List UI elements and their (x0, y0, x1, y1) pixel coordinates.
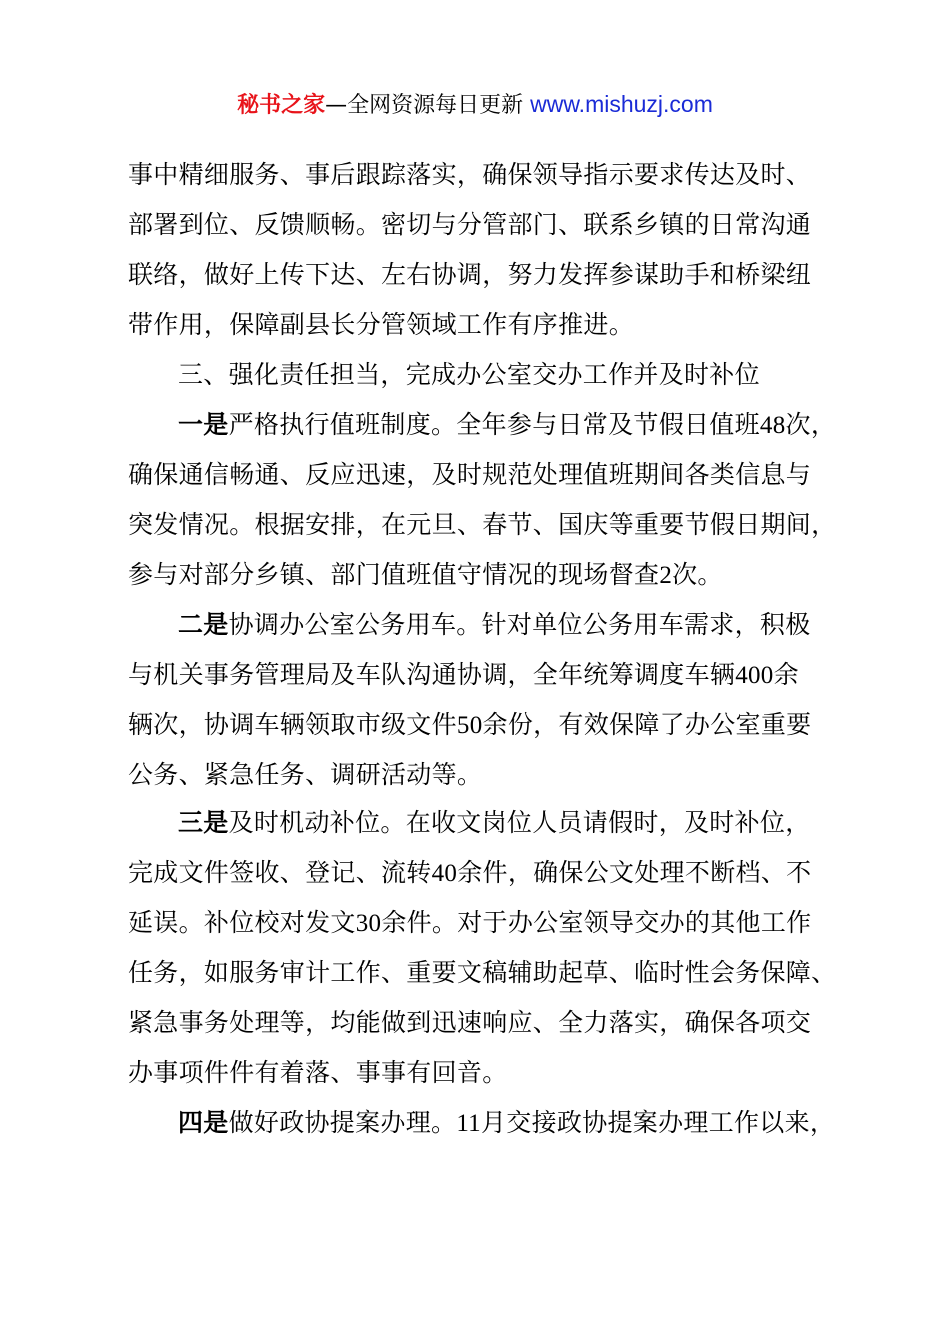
line-text: 余 (773, 660, 799, 689)
line-text: 部署到位、反馈顺畅。密切与分管部门、联系乡镇的日常沟通 (128, 210, 812, 239)
line-text: 辆次，协调车辆领取市级文件 (128, 710, 457, 739)
line-text: 次。 (672, 560, 723, 589)
number-text: 400 (735, 662, 774, 689)
text-line (128, 305, 634, 345)
text-line (128, 155, 811, 195)
line-text: 任务，如服务审计工作、重要文稿辅助起草、临时性会务保障、 (128, 958, 837, 987)
line-text: 余件。对于办公室领导交办的其他工作 (381, 908, 812, 937)
line-text: 严格执行值班制度。全年参与日常及节假日值班 (228, 410, 760, 439)
text-line (128, 655, 799, 695)
text-line (128, 555, 723, 595)
line-text: 突发情况。根据安排，在元旦、春节、国庆等重要节假日期间， (128, 510, 837, 539)
number-text: 11 (456, 1110, 481, 1137)
line-text: 事中精细服务、事后跟踪落实，确保领导指示要求传达及时、 (128, 160, 812, 189)
item-lead: 三是 (178, 808, 229, 837)
line-text: 确保通信畅通、反应迅速，及时规范处理值班期间各类信息与 (128, 460, 812, 489)
line-text: 余份，有效保障了办公室重要 (482, 710, 812, 739)
text-line (128, 705, 811, 745)
header-tagline: —全网资源每日更新 (325, 93, 531, 118)
number-text: 50 (456, 712, 483, 739)
text-line (128, 903, 811, 943)
line-text: 延误。补位校对发文 (128, 908, 356, 937)
text-line (128, 255, 811, 295)
line-text: 联络，做好上传下达、左右协调，努力发挥参谋助手和桥梁纽 (128, 260, 812, 289)
line-text: 余件，确保公文处理不断档、不 (457, 858, 812, 887)
line-text: 紧急事务处理等，均能做到迅速响应、全力落实，确保各项交 (128, 1008, 812, 1037)
line-text: 办事项件件有着落、事事有回音。 (128, 1058, 508, 1087)
line-text: 三、强化责任担当，完成办公室交办工作并及时补位 (178, 360, 760, 389)
number-text: 48 (759, 412, 786, 439)
line-text: 公务、紧急任务、调研活动等。 (128, 760, 483, 789)
text-line (128, 755, 482, 795)
text-line (128, 1053, 508, 1093)
site-url-link[interactable]: www.mishuzj.com (530, 91, 713, 117)
text-line (128, 505, 836, 545)
text-line (178, 355, 760, 395)
text-line (128, 953, 836, 993)
text-line (128, 455, 811, 495)
text-line (178, 405, 836, 445)
line-text: 协调办公室公务用车。针对单位公务用车需求，积极 (228, 610, 811, 639)
line-text: 及时机动补位。在收文岗位人员请假时，及时补位， (228, 808, 811, 837)
text-line (128, 205, 811, 245)
text-line (178, 605, 811, 645)
line-text: 参与对部分乡镇、部门值班值守情况的现场督查 (128, 560, 660, 589)
line-text: 次， (785, 410, 837, 439)
number-text: 40 (431, 860, 458, 887)
line-text: 月交接政协提案办理工作以来， (481, 1108, 836, 1137)
item-lead: 二是 (178, 610, 229, 639)
text-line (178, 803, 811, 843)
text-line (178, 1103, 835, 1143)
item-lead: 四是 (178, 1108, 229, 1137)
item-lead: 一是 (178, 410, 229, 439)
line-text: 完成文件签收、登记、流转 (128, 858, 432, 887)
line-text: 做好政协提案办理。 (228, 1108, 457, 1137)
text-line (128, 1003, 811, 1043)
line-text: 带作用，保障副县长分管领域工作有序推进。 (128, 310, 635, 339)
text-line (128, 853, 811, 893)
line-text: 与机关事务管理局及车队沟通协调，全年统筹调度车辆 (128, 660, 736, 689)
brand-name: 秘书之家 (237, 93, 326, 118)
number-text: 30 (355, 910, 382, 937)
page-header (0, 88, 950, 122)
number-text: 2 (659, 562, 673, 589)
